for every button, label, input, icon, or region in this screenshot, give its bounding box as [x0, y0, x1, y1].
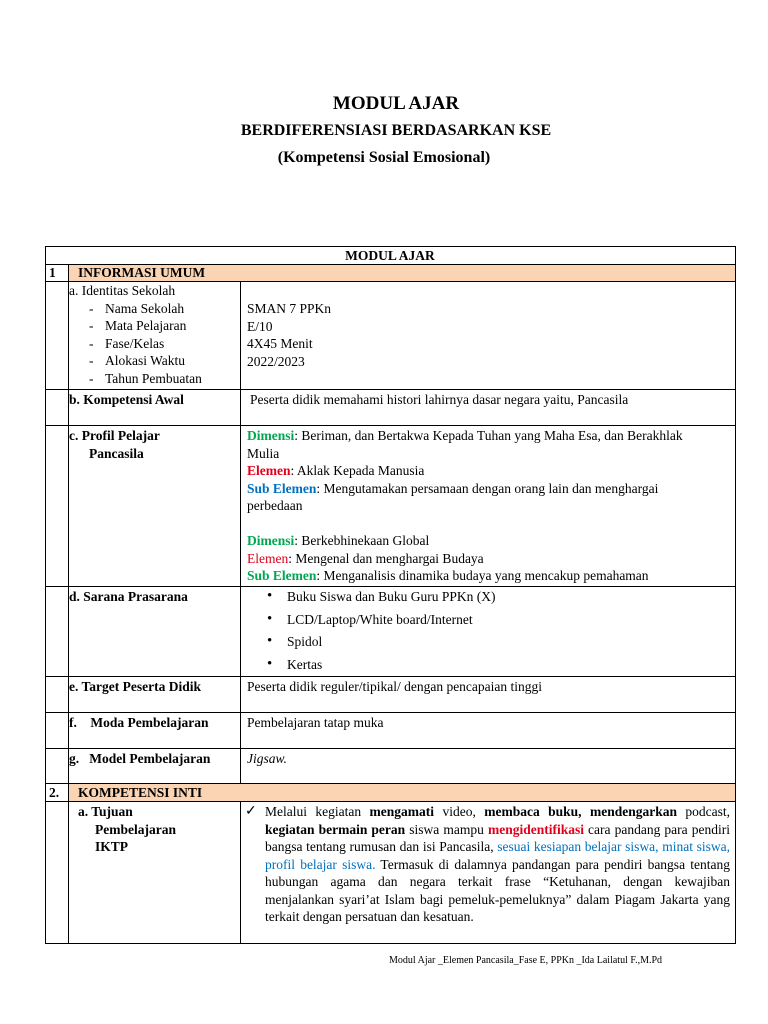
- section2-number: 2.: [49, 785, 60, 800]
- list-item: • Buku Siswa dan Buku Guru PPKn (X): [241, 588, 731, 611]
- tujuan-paragraph: Melalui kegiatan mengamati video, membaca buku, mendengarkan podcast, kegiatan bermain peran siswa mampu mengidentifikasi cara pandang para pendiri bangsa tentang rumusan dan isi Pancasila, sesuai kesiapan belajar siswa, minat siswa, profil belajar siswa. Termasuk di dalamnya pandangan para pendiri bangsa tentang hubungan agama dan negara terkait frase “Ketuhanan, dengan kewajiban menjalankan syari’at Islam bagi pemeluk-pemeluknya” dalam Piagam Jakarta yang terkait dengan persatuan dan kesatuan.: [265, 804, 731, 924]
- profil-label: c. Profil Pelajar Pancasila: [69, 428, 160, 461]
- list-item: • Spidol: [241, 633, 731, 656]
- identitas-values: [247, 300, 727, 370]
- target-value: Peserta didik reguler/tipikal/ dengan pencapaian tinggi: [247, 679, 543, 694]
- field-label-alokasi-waktu: - Alokasi Waktu: [89, 353, 186, 368]
- modul-table: [45, 246, 735, 943]
- tujuan-label: a. Tujuan Pembelajaran IKTP: [78, 804, 176, 854]
- value-fase-kelas: 4X45 Menit: [247, 336, 313, 351]
- check-icon: ✓: [245, 804, 257, 819]
- section2-title: KOMPETENSI INTI: [78, 785, 203, 800]
- table-heading: MODUL AJAR: [345, 248, 435, 263]
- field-label-fase-kelas: - Fase/Kelas: [89, 335, 165, 351]
- sarana-list: [241, 588, 731, 678]
- field-label-mata-pelajaran: - Mata Pelajaran: [89, 318, 187, 333]
- moda-value: Pembelajaran tatap muka: [247, 715, 384, 730]
- field-label-tahun-pembuatan: - Tahun Pembuatan: [89, 370, 202, 386]
- value-alokasi-waktu: 2022/2023: [247, 353, 305, 369]
- document-title: MODUL AJAR: [332, 93, 460, 114]
- identitas-label: a. Identitas Sekolah: [69, 283, 176, 298]
- list-item: • Kertas: [241, 656, 731, 679]
- list-item: • LCD/Laptop/White board/Internet: [241, 611, 731, 634]
- value-mata-pelajaran: E/10: [247, 318, 273, 334]
- field-label-nama-sekolah: - Nama Sekolah: [89, 300, 185, 316]
- sub-elemen-2: Sub Elemen: Menganalisis dinamika budaya yang mencakup pemahaman: [247, 568, 649, 583]
- sarana-label: d. Sarana Prasarana: [69, 589, 188, 604]
- elemen-2: Elemen: Mengenal dan menghargai Budaya: [247, 550, 484, 566]
- target-label: e. Target Peserta Didik: [69, 679, 201, 694]
- kompetensi-awal-value: Peserta didik memahami histori lahirnya dasar negara yaitu, Pancasila: [250, 392, 629, 407]
- value-nama-sekolah: SMAN 7 PPKn: [247, 301, 332, 316]
- page-footer: Modul Ajar _Elemen Pancasila_Fase E, PPKn _Ida Lailatul F.,M.Pd: [389, 955, 663, 966]
- moda-label: f. Moda Pembelajaran: [69, 715, 209, 730]
- identitas-label-block: [69, 282, 239, 387]
- model-label: g. Model Pembelajaran: [69, 751, 211, 766]
- section1-number: 1: [49, 265, 56, 280]
- section1-title: INFORMASI UMUM: [78, 265, 206, 280]
- model-value: Jigsaw.: [247, 751, 287, 766]
- document-subtitle-kse: (Kompetensi Sosial Emosional): [277, 149, 491, 166]
- profil-content: Dimensi: Beriman, dan Bertakwa Kepada Tuhan yang Maha Esa, dan Berakhlak Mulia Elemen: Aklak Kepada Manusia Sub Elemen: Mengutamakan persamaan dengan orang lain dan menghargai perbedaan Dimensi: Berkebhinekaan Global Elemen: Mengenal dan menghargai Budaya Sub Elemen: Menganalisis dinamika budaya yang mencakup pemahaman: [247, 427, 733, 585]
- sub-elemen-1: Sub Elemen: Mengutamakan persamaan dengan orang lain dan menghargai: [247, 480, 659, 496]
- dimensi-1: Dimensi: Beriman, dan Bertakwa Kepada Tuhan yang Maha Esa, dan Berakhlak: [247, 428, 683, 443]
- elemen-1: Elemen: Aklak Kepada Manusia: [247, 463, 425, 478]
- dimensi-2: Dimensi: Berkebhinekaan Global: [247, 533, 430, 548]
- kompetensi-awal-label: b. Kompetensi Awal: [69, 392, 184, 407]
- document-subtitle: BERDIFERENSIASI BERDASARKAN KSE: [240, 122, 552, 139]
